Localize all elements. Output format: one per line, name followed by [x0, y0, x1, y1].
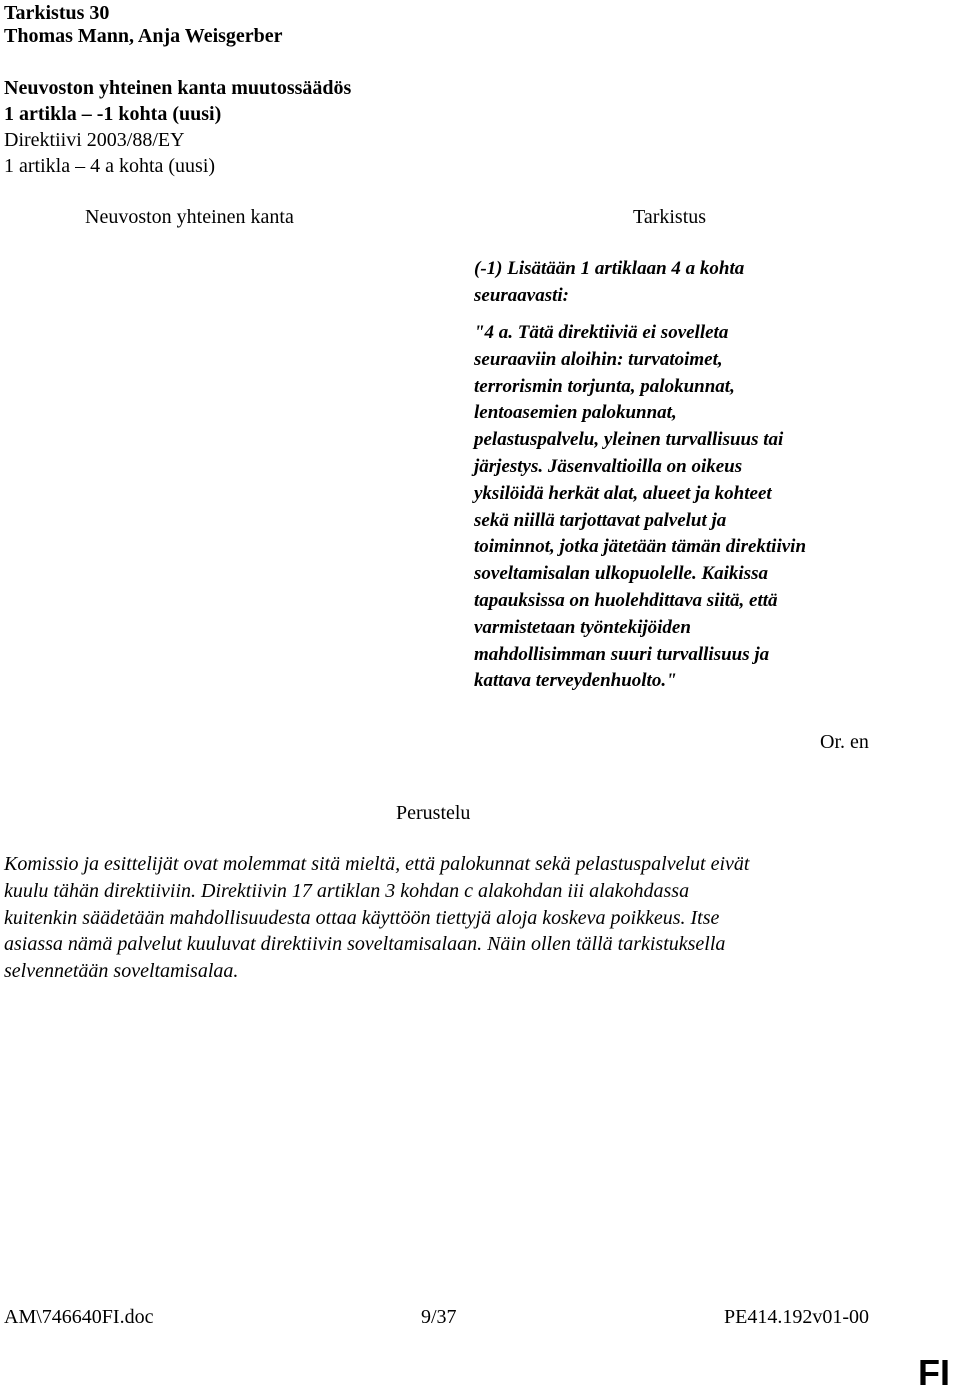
- amendment-line: sekä niillä tarjottavat palvelut ja: [474, 509, 727, 531]
- authors: Thomas Mann, Anja Weisgerber: [4, 25, 283, 47]
- amendment-line: terrorismin torjunta, palokunnat,: [474, 375, 735, 397]
- justification-line: Komissio ja esittelijät ovat molemmat sitä mieltä, että palokunnat sekä pelastuspalvelut eivät: [4, 853, 750, 875]
- justification-line: kuulu tähän direktiiviin. Direktiivin 17 artiklan 3 kohdan c alakohdan iii alakohdassa: [4, 879, 690, 902]
- directive-article: 1 artikla – 4 a kohta (uusi): [4, 155, 216, 177]
- amendment-line: (-1) Lisätään 1 artiklaan 4 a kohta: [474, 258, 745, 279]
- right-column-heading: Tarkistus: [633, 206, 707, 228]
- amendment-line: lentoasemien palokunnat,: [474, 402, 677, 424]
- left-column-heading: Neuvoston yhteinen kanta: [85, 206, 294, 228]
- amendment-line: seuraaviin aloihin: turvatoimet,: [474, 348, 723, 370]
- amendment-line: "4 a. Tätä direktiiviä ei sovelleta: [474, 322, 729, 343]
- language-code: FI: [918, 1352, 950, 1393]
- justification-text: [4, 851, 904, 985]
- amendment-intro: [474, 256, 904, 310]
- act-article: 1 artikla – -1 kohta (uusi): [4, 103, 222, 125]
- amendment-line: yksilöidä herkät alat, alueet ja kohteet: [474, 482, 772, 504]
- act-title: Neuvoston yhteinen kanta muutossäädös: [4, 77, 352, 99]
- amendment-line: kattava terveydenhuolto.": [474, 670, 677, 692]
- amendment-line: seuraavasti:: [474, 284, 569, 306]
- justification-line: selvennetään soveltamisalaa.: [4, 960, 239, 983]
- amendment-line: tapauksissa on huolehdittava siitä, että: [474, 589, 778, 611]
- footer-pe-ref: PE414.192v01-00: [724, 1306, 869, 1328]
- amendment-body: [474, 320, 904, 695]
- amendment-line: järjestys. Jäsenvaltioilla on oikeus: [474, 455, 743, 477]
- directive-ref: Direktiivi 2003/88/EY: [4, 129, 185, 151]
- footer-doc-ref: AM\746640FI.doc: [4, 1306, 154, 1328]
- amendment-line: mahdollisimman suuri turvallisuus ja: [474, 643, 770, 665]
- justification-line: asiassa nämä palvelut kuuluvat direktiivin soveltamisalaan. Näin ollen tällä tarkistuksella: [4, 933, 726, 956]
- justification-heading: Perustelu: [396, 802, 471, 824]
- original-language: Or. en: [820, 731, 869, 753]
- justification-line: kuitenkin säädetään mahdollisuudesta ottaa käyttöön tiettyjä aloja koskeva poikkeus. Itse: [4, 906, 720, 929]
- amendment-line: toiminnot, jotka jätetään tämän direktiivin: [474, 536, 807, 558]
- amendment-line: pelastuspalvelu, yleinen turvallisuus tai: [474, 429, 784, 451]
- amendment-number: Tarkistus 30: [4, 2, 110, 24]
- footer-page-number: 9/37: [421, 1306, 457, 1328]
- amendment-line: soveltamisalan ulkopuolelle. Kaikissa: [474, 563, 768, 585]
- amendment-line: varmistetaan työntekijöiden: [474, 616, 691, 638]
- amendment-text: [474, 256, 904, 310]
